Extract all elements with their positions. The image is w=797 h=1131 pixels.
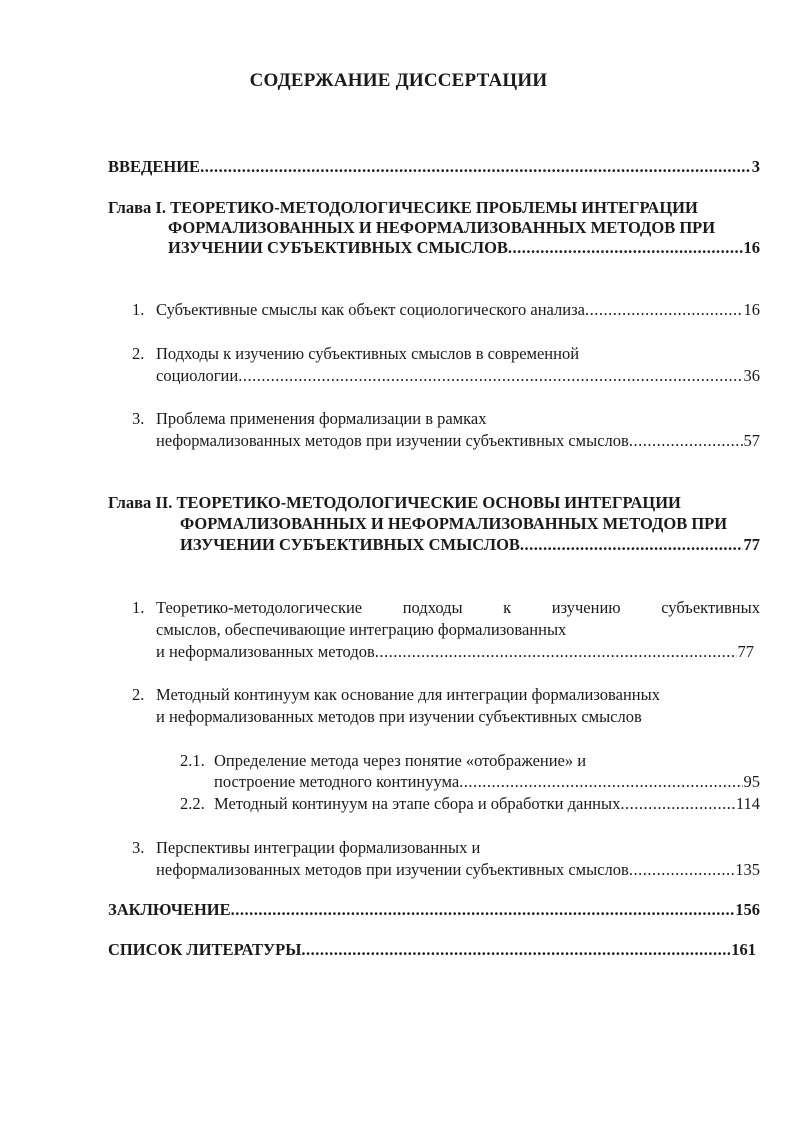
- leader-dots: [238, 366, 742, 386]
- toc-page-number: 16: [743, 238, 760, 257]
- chapter1-item-2-line1: [132, 344, 579, 364]
- toc-label: Методный континуум на этапе сбора и обработки данных: [214, 794, 621, 813]
- toc-page-number: 156: [735, 900, 760, 919]
- word: Теоретико-методологические: [156, 598, 363, 617]
- toc-label: неформализованных методов при изучении субъективных смыслов: [156, 431, 629, 450]
- chapter2-item-2-line2: и неформализованных методов при изучении субъективных смыслов: [156, 707, 642, 726]
- toc-page-number: 161: [731, 940, 756, 959]
- toc-label: Подходы к изучению субъективных смыслов в современной: [156, 344, 580, 363]
- chapter2-subitem-2: [180, 794, 760, 814]
- toc-page-number: 36: [743, 366, 760, 385]
- toc-label: построение методного континуума: [214, 772, 460, 791]
- chapter2-subitem-1-line1: [180, 751, 586, 771]
- item-number: 2.2.: [180, 794, 205, 813]
- toc-page-number: 3: [751, 157, 760, 176]
- chapter1-item-2-line2: [156, 366, 760, 386]
- item-number: 2.: [132, 344, 145, 363]
- chapter1-heading-line1: [108, 198, 698, 218]
- item-number: 3.: [132, 409, 145, 428]
- toc-label: СПИСОК ЛИТЕРАТУРЫ: [108, 940, 302, 959]
- word: к: [503, 598, 512, 617]
- toc-label: ВВЕДЕНИЕ: [108, 157, 201, 176]
- toc-page-number: 114: [735, 794, 760, 813]
- chapter1-item-3-line2: [156, 431, 760, 451]
- page-title: СОДЕРЖАНИЕ ДИССЕРТАЦИИ: [249, 70, 548, 91]
- leader-dots: [520, 535, 743, 555]
- chapter1-title-line1: ТЕОРЕТИКО-МЕТОДОЛОГИЧЕСИКЕ ПРОБЛЕМЫ ИНТЕГРАЦИИ: [170, 198, 698, 217]
- word: подходы: [402, 598, 463, 617]
- leader-dots: [585, 300, 743, 320]
- chapter1-title-line3: [168, 238, 760, 258]
- chapter2-subitem-1-line2: [214, 772, 760, 792]
- leader-dots: [200, 157, 751, 177]
- chapter2-item-1-line1: [156, 598, 760, 618]
- toc-label: ЗАКЛЮЧЕНИЕ: [108, 900, 231, 919]
- toc-page-number: 77: [743, 535, 760, 554]
- toc-label: и неформализованных методов: [156, 642, 375, 661]
- toc-page-number: 57: [743, 431, 760, 450]
- item-number: 1.: [132, 300, 145, 319]
- word: субъективных: [661, 598, 760, 617]
- chapter2-item-1-number: 1.: [132, 598, 145, 617]
- toc-label: Проблема применения формализации в рамках: [156, 409, 487, 428]
- chapter2-prefix: Глава II.: [108, 493, 173, 512]
- leader-dots: [231, 900, 735, 920]
- toc-entry-intro: [108, 157, 760, 177]
- chapter2-title-line1: ТЕОРЕТИКО-МЕТОДОЛОГИЧЕСКИЕ ОСНОВЫ ИНТЕГРАЦИИ: [176, 493, 681, 512]
- toc-label: социологии: [156, 366, 239, 385]
- toc-page-number: 95: [743, 772, 760, 791]
- chapter2-title-line2: ФОРМАЛИЗОВАННЫХ И НЕФОРМАЛИЗОВАННЫХ МЕТОДОВ ПРИ: [180, 514, 728, 533]
- chapter2-heading-line1: [108, 493, 681, 513]
- leader-dots: [375, 642, 737, 662]
- item-number: 2.: [132, 685, 145, 704]
- leader-dots: [459, 772, 742, 792]
- chapter1-item-1: [132, 300, 760, 320]
- chapter2-title-line3: [180, 535, 760, 555]
- toc-label: ИЗУЧЕНИИ СУБЪЕКТИВНЫХ СМЫСЛОВ: [180, 535, 520, 554]
- word: изучению: [551, 598, 621, 617]
- toc-entry-references: [108, 940, 756, 960]
- chapter1-item-3-line1: [132, 409, 486, 429]
- toc-label: ИЗУЧЕНИИ СУБЪЕКТИВНЫХ СМЫСЛОВ: [168, 238, 508, 257]
- toc-label: Определение метода через понятие «отображение» и: [214, 751, 587, 770]
- chapter2-item-1-line2: смыслов, обеспечивающие интеграцию формализованных: [156, 620, 567, 639]
- toc-label: Перспективы интеграции формализованных и: [156, 838, 481, 857]
- toc-label: неформализованных методов при изучении субъективных смыслов: [156, 860, 629, 879]
- chapter2-item-3-line1: [132, 838, 480, 858]
- item-number: 3.: [132, 838, 145, 857]
- leader-dots: [508, 238, 743, 258]
- toc-page-number: 77: [737, 642, 754, 661]
- leader-dots: [629, 431, 743, 451]
- toc-label: Субъективные смыслы как объект социологического анализа: [156, 300, 585, 319]
- leader-dots: [629, 860, 734, 880]
- chapter2-item-2-line1: [132, 685, 660, 705]
- toc-label: Методный континуум как основание для интеграции формализованных: [156, 685, 660, 704]
- chapter2-item-3-line2: [156, 860, 760, 880]
- item-number: 2.1.: [180, 751, 205, 770]
- chapter1-title-line2: ФОРМАЛИЗОВАННЫХ И НЕФОРМАЛИЗОВАННЫХ МЕТОДОВ ПРИ: [168, 218, 716, 237]
- chapter2-item-1-line3: [156, 642, 754, 662]
- toc-page-number: 16: [743, 300, 760, 319]
- chapter1-prefix: Глава I.: [108, 198, 166, 217]
- leader-dots: [301, 940, 730, 960]
- toc-page-number: 135: [735, 860, 760, 879]
- leader-dots: [620, 794, 735, 814]
- toc-entry-conclusion: [108, 900, 760, 920]
